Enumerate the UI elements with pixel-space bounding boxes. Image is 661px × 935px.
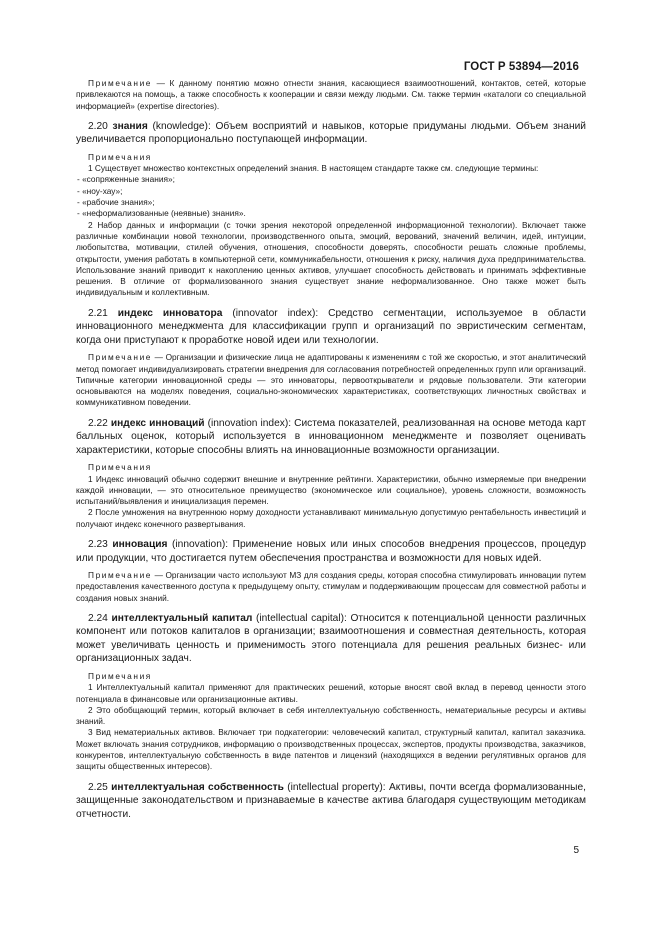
list-item: - «рабочие знания»; xyxy=(77,197,155,208)
note-item: 2 После умножения на внутреннюю норму доходности устанавливают минимальную допустимую рентабельность инвестиций и получают индекс конечного развертывания. xyxy=(76,507,586,529)
notes-label: Примечания xyxy=(88,462,152,473)
note-label: Примечание xyxy=(88,78,153,88)
document-id: ГОСТ Р 53894—2016 xyxy=(463,61,579,73)
notes-label: Примечания xyxy=(88,151,152,162)
list-item: - «сопряженные знания»; xyxy=(77,174,175,185)
term-title: интеллектуальная собственность xyxy=(111,781,284,793)
term-2-21: 2.21 индекс инноватора (innovator index): Средство сегментации, используемое в области инновационного менеджмента для классификации групп и организаций по эвристическим сегментам, когда они приступают к проработке новой идеи или технологии. xyxy=(76,307,586,346)
note-item: 1 Интеллектуальный капитал применяют для практических решений, которые вносят свой вклад в перевод ценности этого потенциала в финансовые или организационные активы. xyxy=(76,682,586,704)
note-item: 1 Индекс инноваций обычно содержит внешние и внутренние рейтинги. Характеристики, обычно измеряемые при внедрении каждой инновации, — это относительное преимущество (экономическое или социальное), уровень сложности, возможность испытаний/выявления и инициализация перемен. xyxy=(76,473,586,507)
note-item: 2 Это обобщающий термин, который включает в себя интеллектуальную собственность, нематериальные ресурсы и активы знаний. xyxy=(76,704,586,727)
term-title: интеллектуальный капитал xyxy=(111,612,253,624)
term-title: знания xyxy=(112,120,148,132)
note: Примечание — К данному понятию можно отнести знания, касающиеся взаимоотношений, контактов, сетей, которые привлекаются на помощь, а также способность к кооперации и связи между людьми. См. также термин «каталоги со специальной информацией» (expertise directories). xyxy=(76,78,586,111)
note: Примечание — Организации часто используют МЗ для создания среды, которая способна стимулировать инновации путем предоставления качественного доступа к предыдущему опыту, стимулам и поддерживающим процессам для совместной работы и создания новых знаний. xyxy=(76,570,587,603)
term-title: индекс инноватора xyxy=(117,307,223,319)
term-2-22: 2.22 индекс инноваций (innovation index): Система показателей, реализованная на основе метода карт балльных оценок, который используется в инновационном менеджменте и позволяет оценивать характеристики, которые способны влиять на инновационные возможности организации. xyxy=(76,417,586,456)
note: Примечание — Организации и физические лица не адаптированы к изменениям с той же скоростью, и этот аналитический метод помогает индивидуализировать стратегии внедрения для согласования потребностей определенных групп или организаций. Типичные категории инновационной среды — это инноваторы, первооткрыватели и рядовые пользователи. Эти категории основываются на моделях поведения, социально-экономических характеристиках, соответствующих личностных свойствах и коммуникативном поведении. xyxy=(76,352,586,408)
term-title: индекс инноваций xyxy=(110,417,205,429)
page-content xyxy=(76,78,586,821)
term-title: инновация xyxy=(112,539,168,551)
term-2-24: 2.24 интеллектуальный капитал (intellectual capital): Относится к потенциальной ценности различных компонент или потоков капиталов в организации; взаимоотношения и совместная деятельность, которая может увеличивать ценность и применимость этого потенциала для решения реальных бизнес- или организационных задач. xyxy=(76,612,586,665)
note-item: 1 Существует множество контекстных определений знания. В настоящем стандарте также см. следующие термины: xyxy=(88,163,539,174)
list-item: - «неформализованные (неявные) знания». xyxy=(77,208,246,219)
page-number: 5 xyxy=(573,845,579,856)
note-item: 2 Набор данных и информации (с точки зрения некоторой определенной информационной технологии). Включает также различные комбинации новой технологии, производственного опыта, эмоций, верований, значений величин, идей, интуиции, любопытства, мотивации, стилей обучения, отношения, способности доверять, способности решать сложные проблемы, открытости, умения работать в компьютерной сети, коммуникабельности, отношения к риску, наличия духа предпринимательства. Использование знаний приводит к накоплению ценных активов, улучшает способность действовать и принимать эффективные решения. В отличие от формализованного знания существует знание неформализованное. Оно также может быть индивидуальным и коллективным. xyxy=(76,219,586,298)
note-item: 3 Вид нематериальных активов. Включает три подкатегории: человеческий капитал, структурный капитал, капитал заказчика. Может включать знания сотрудников, информацию о производственных процессах, экспертов, продукты производства, заказчиков, конкурентов, интеллектуальную собственность в виде патентов и лицензий (находящихся в ведении регулятивных органов для защиты общественных интересов). xyxy=(76,727,586,772)
list-item: - «ноу-хау»; xyxy=(77,185,123,196)
term-2-25: 2.25 интеллектуальная собственность (intellectual property): Активы, почти всегда формализованные, защищенные законодательством и признаваемые в качестве актива благодаря существующим методикам отчетности. xyxy=(76,781,587,820)
notes-label: Примечания xyxy=(88,670,152,681)
term-2-23: 2.23 инновация (innovation): Применение новых или иных способов внедрения процессов, процедур или продукции, что достигается путем обеспечения пространства и возможности для новых идей. xyxy=(76,539,586,564)
term-2-20: 2.20 знания (knowledge): Объем восприятий и навыков, которые придуманы людьми. Объем знаний увеличивается пропорционально поступающей информации. xyxy=(76,120,586,146)
